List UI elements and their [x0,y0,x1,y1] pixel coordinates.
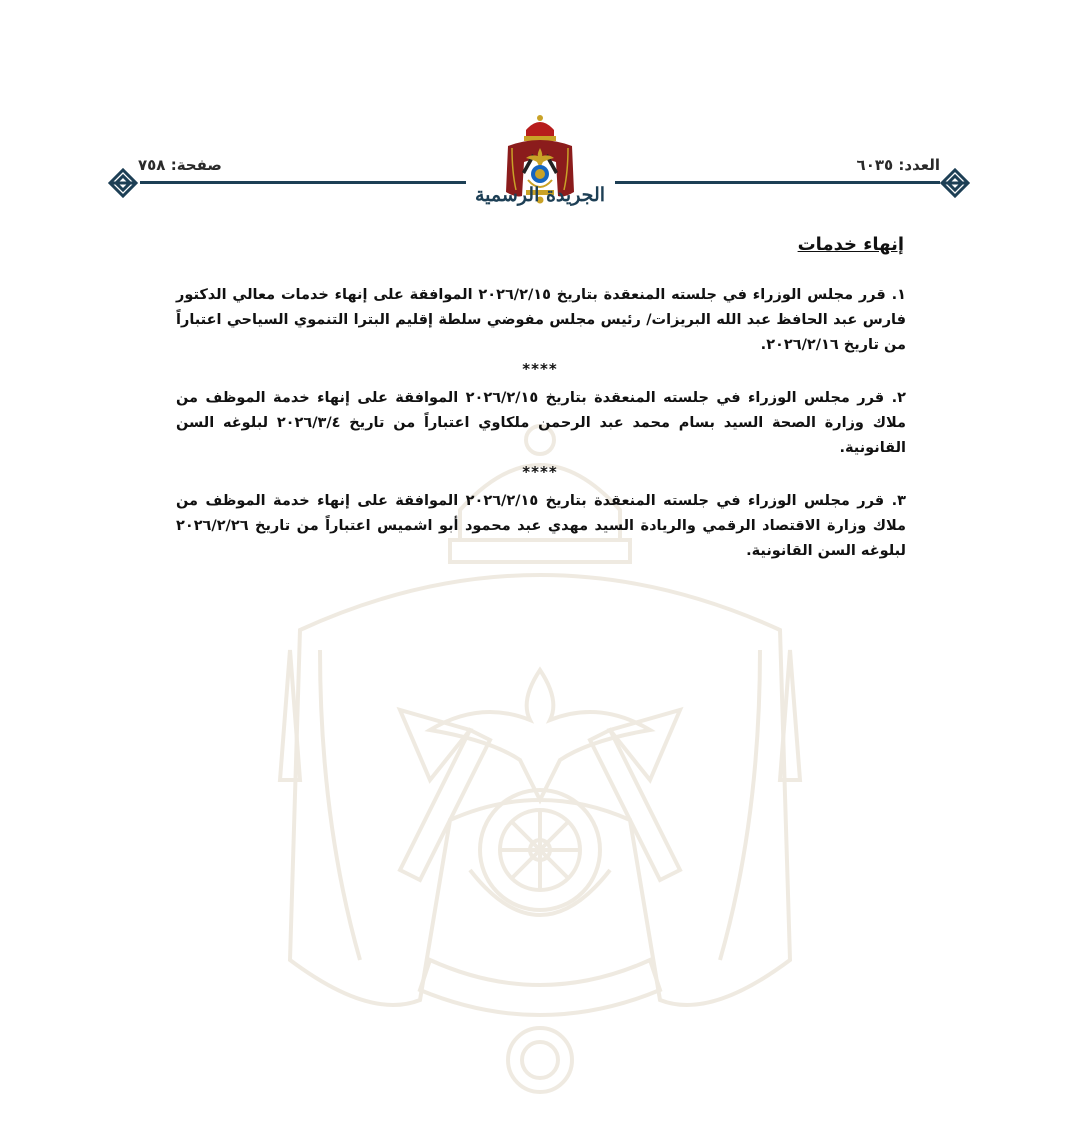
decision-item-2 [176,386,906,461]
issue-number: العدد: ٦٠٣٥ [856,156,940,174]
ornamental-knot-icon [940,168,970,198]
separator: **** [522,463,558,481]
item-text: قرر مجلس الوزراء في جلسته المنعقدة بتاريخ ٢٠٢٦/٢/١٥ الموافقة على إنهاء خدمات معالي الدكتور فارس عبد الحافظ عبد الله البريزات/ رئيس مجلس مفوضي سلطة إقليم البترا التنموي السياحي اعتباراً من تاريخ ٢٠٢٦/٢/١٦. [176,287,906,353]
item-number: ٢. [891,390,906,406]
separator: **** [522,360,558,378]
header-rule-right [615,181,940,184]
decision-item-3 [176,489,906,564]
decision-item-1 [176,283,906,358]
page-number: صفحة: ٧٥٨ [138,156,222,174]
item-number: ٣. [891,493,906,509]
header-rule-left [140,181,466,184]
item-text: قرر مجلس الوزراء في جلسته المنعقدة بتاريخ ٢٠٢٦/٢/١٥ الموافقة على إنهاء خدمة الموظف من ملاك وزارة الاقتصاد الرقمي والريادة السيد مهدي عبد محمود أبو اشميس اعتباراً من تاريخ ٢٠٢٦/٢/٢٦ لبلوغه السن القانونية. [176,493,906,559]
ornamental-knot-icon [108,168,138,198]
item-number: ١. [891,287,906,303]
item-text: قرر مجلس الوزراء في جلسته المنعقدة بتاريخ ٢٠٢٦/٢/١٥ الموافقة على إنهاء خدمة الموظف من ملاك وزارة الصحة السيد بسام محمد عبد الرحمن ملكاوي اعتباراً من تاريخ ٢٠٢٦/٣/٤ لبلوغه السن القانونية. [176,390,906,456]
gazette-title: الجريدة الرسمية [474,184,606,206]
section-title: إنهاء خدمات [797,234,904,255]
